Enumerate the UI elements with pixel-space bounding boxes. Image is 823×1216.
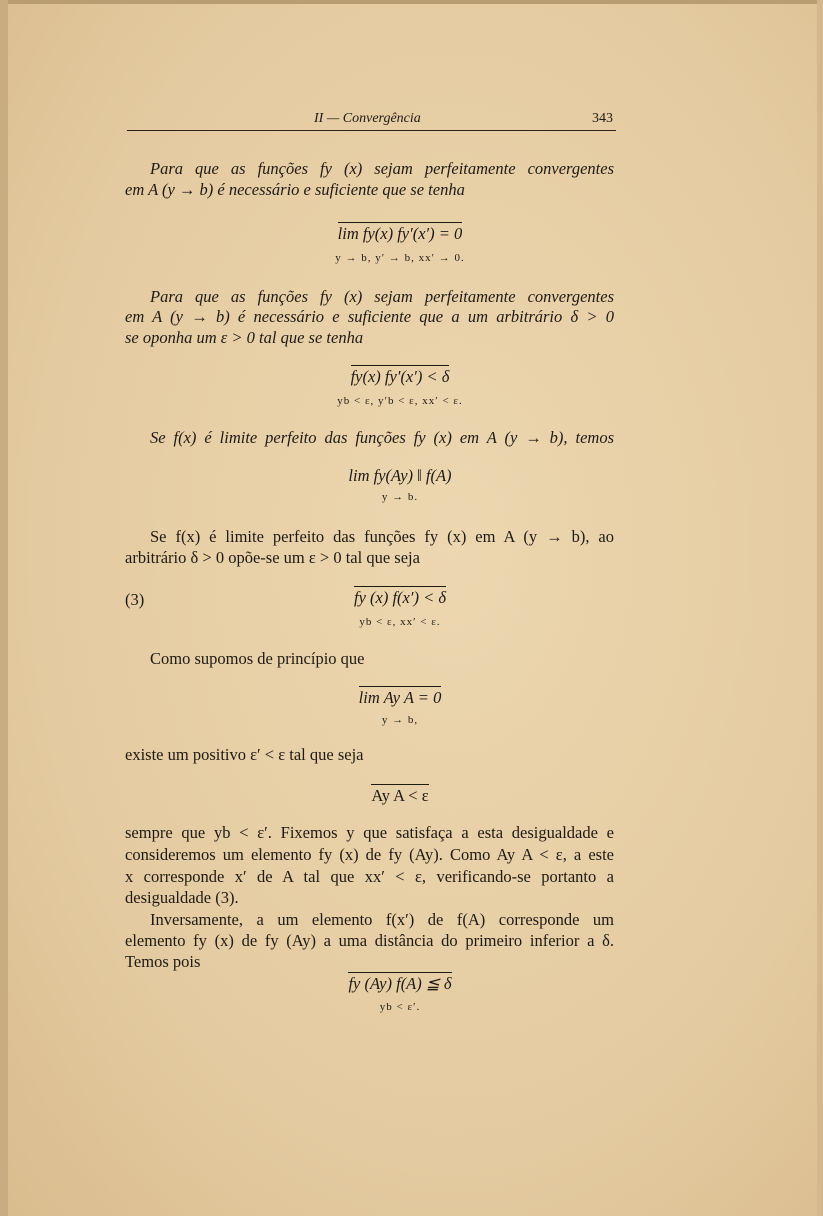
paragraph-7-line-1: sempre que yb < ε′. Fixemos y que satisfaça a esta desigualdade e — [125, 823, 614, 842]
running-title: II — Convergência — [314, 111, 421, 126]
formula-6: Ay A < ε — [371, 786, 429, 805]
formula-7: fy (Ay) f(A) ≦ δ — [348, 974, 452, 993]
formula-1-subscript: y → b, y′ → b, xx′ → 0. — [335, 252, 465, 264]
formula-3-subscript: y → b. — [381, 491, 419, 503]
page-edge-left — [0, 0, 8, 1216]
formula-1: lim fy(x) fy′(x′) = 0 — [337, 224, 463, 243]
paragraph-8-line-2: elemento fy (x) de fy (Ay) a uma distância do primeiro inferior a δ. — [125, 931, 614, 950]
paragraph-4-line-1: Se f(x) é limite perfeito das funções fy (x) em A (y → b), ao — [150, 527, 614, 546]
paragraph-2-line-3: se oponha um ε > 0 tal que se tenha — [125, 328, 364, 347]
equation-label-3: (3) — [125, 590, 145, 609]
paragraph-8-line-3: Temos pois — [125, 952, 201, 971]
paragraph-2-line-2: em A (y → b) é necessário e suficiente que a um arbitrário δ > 0 — [125, 307, 614, 326]
formula-5-subscript: y → b, — [381, 714, 419, 726]
formula-4: fy (x) f(x′) < δ — [353, 588, 447, 607]
paragraph-2-line-1: Para que as funções fy (x) sejam perfeitamente convergentes — [150, 287, 614, 306]
formula-2-subscript: yb < ε, y′b < ε, xx′ < ε. — [337, 395, 463, 407]
formula-7-subscript: yb < ε′. — [379, 1001, 421, 1013]
paragraph-7-line-3: x corresponde x′ de A tal que xx′ < ε, verificando-se portanto a — [125, 867, 614, 886]
paragraph-5-line-1: Como supomos de princípio que — [150, 649, 365, 668]
paragraph-1-line-2: em A (y → b) é necessário e suficiente que se tenha — [125, 180, 465, 199]
paragraph-4-line-2: arbitrário δ > 0 opõe-se um ε > 0 tal que seja — [125, 548, 420, 567]
page-edge-right — [817, 0, 823, 1216]
page-number: 343 — [592, 111, 613, 126]
formula-3: lim fy(Ay) ‖ f(A) — [348, 466, 452, 485]
paragraph-7-line-4: desigualdade (3). — [125, 888, 239, 907]
paragraph-1-line-1: Para que as funções fy (x) sejam perfeitamente convergentes — [150, 159, 614, 178]
page-edge-top — [0, 0, 823, 4]
paragraph-8-line-1: Inversamente, a um elemento f(x′) de f(A) corresponde um — [150, 910, 614, 929]
formula-2: fy(x) fy′(x′) < δ — [350, 367, 450, 386]
paragraph-7-line-2: consideremos um elemento fy (x) de fy (Ay). Como Ay A < ε, a este — [125, 845, 614, 864]
paragraph-3-line-1: Se f(x) é limite perfeito das funções fy (x) em A (y → b), temos — [150, 428, 614, 447]
formula-4-subscript: yb < ε, xx′ < ε. — [359, 616, 441, 628]
formula-5: lim Ay A = 0 — [358, 688, 442, 707]
paragraph-6-line-1: existe um positivo ε′ < ε tal que seja — [125, 745, 364, 764]
header-rule — [127, 130, 616, 131]
